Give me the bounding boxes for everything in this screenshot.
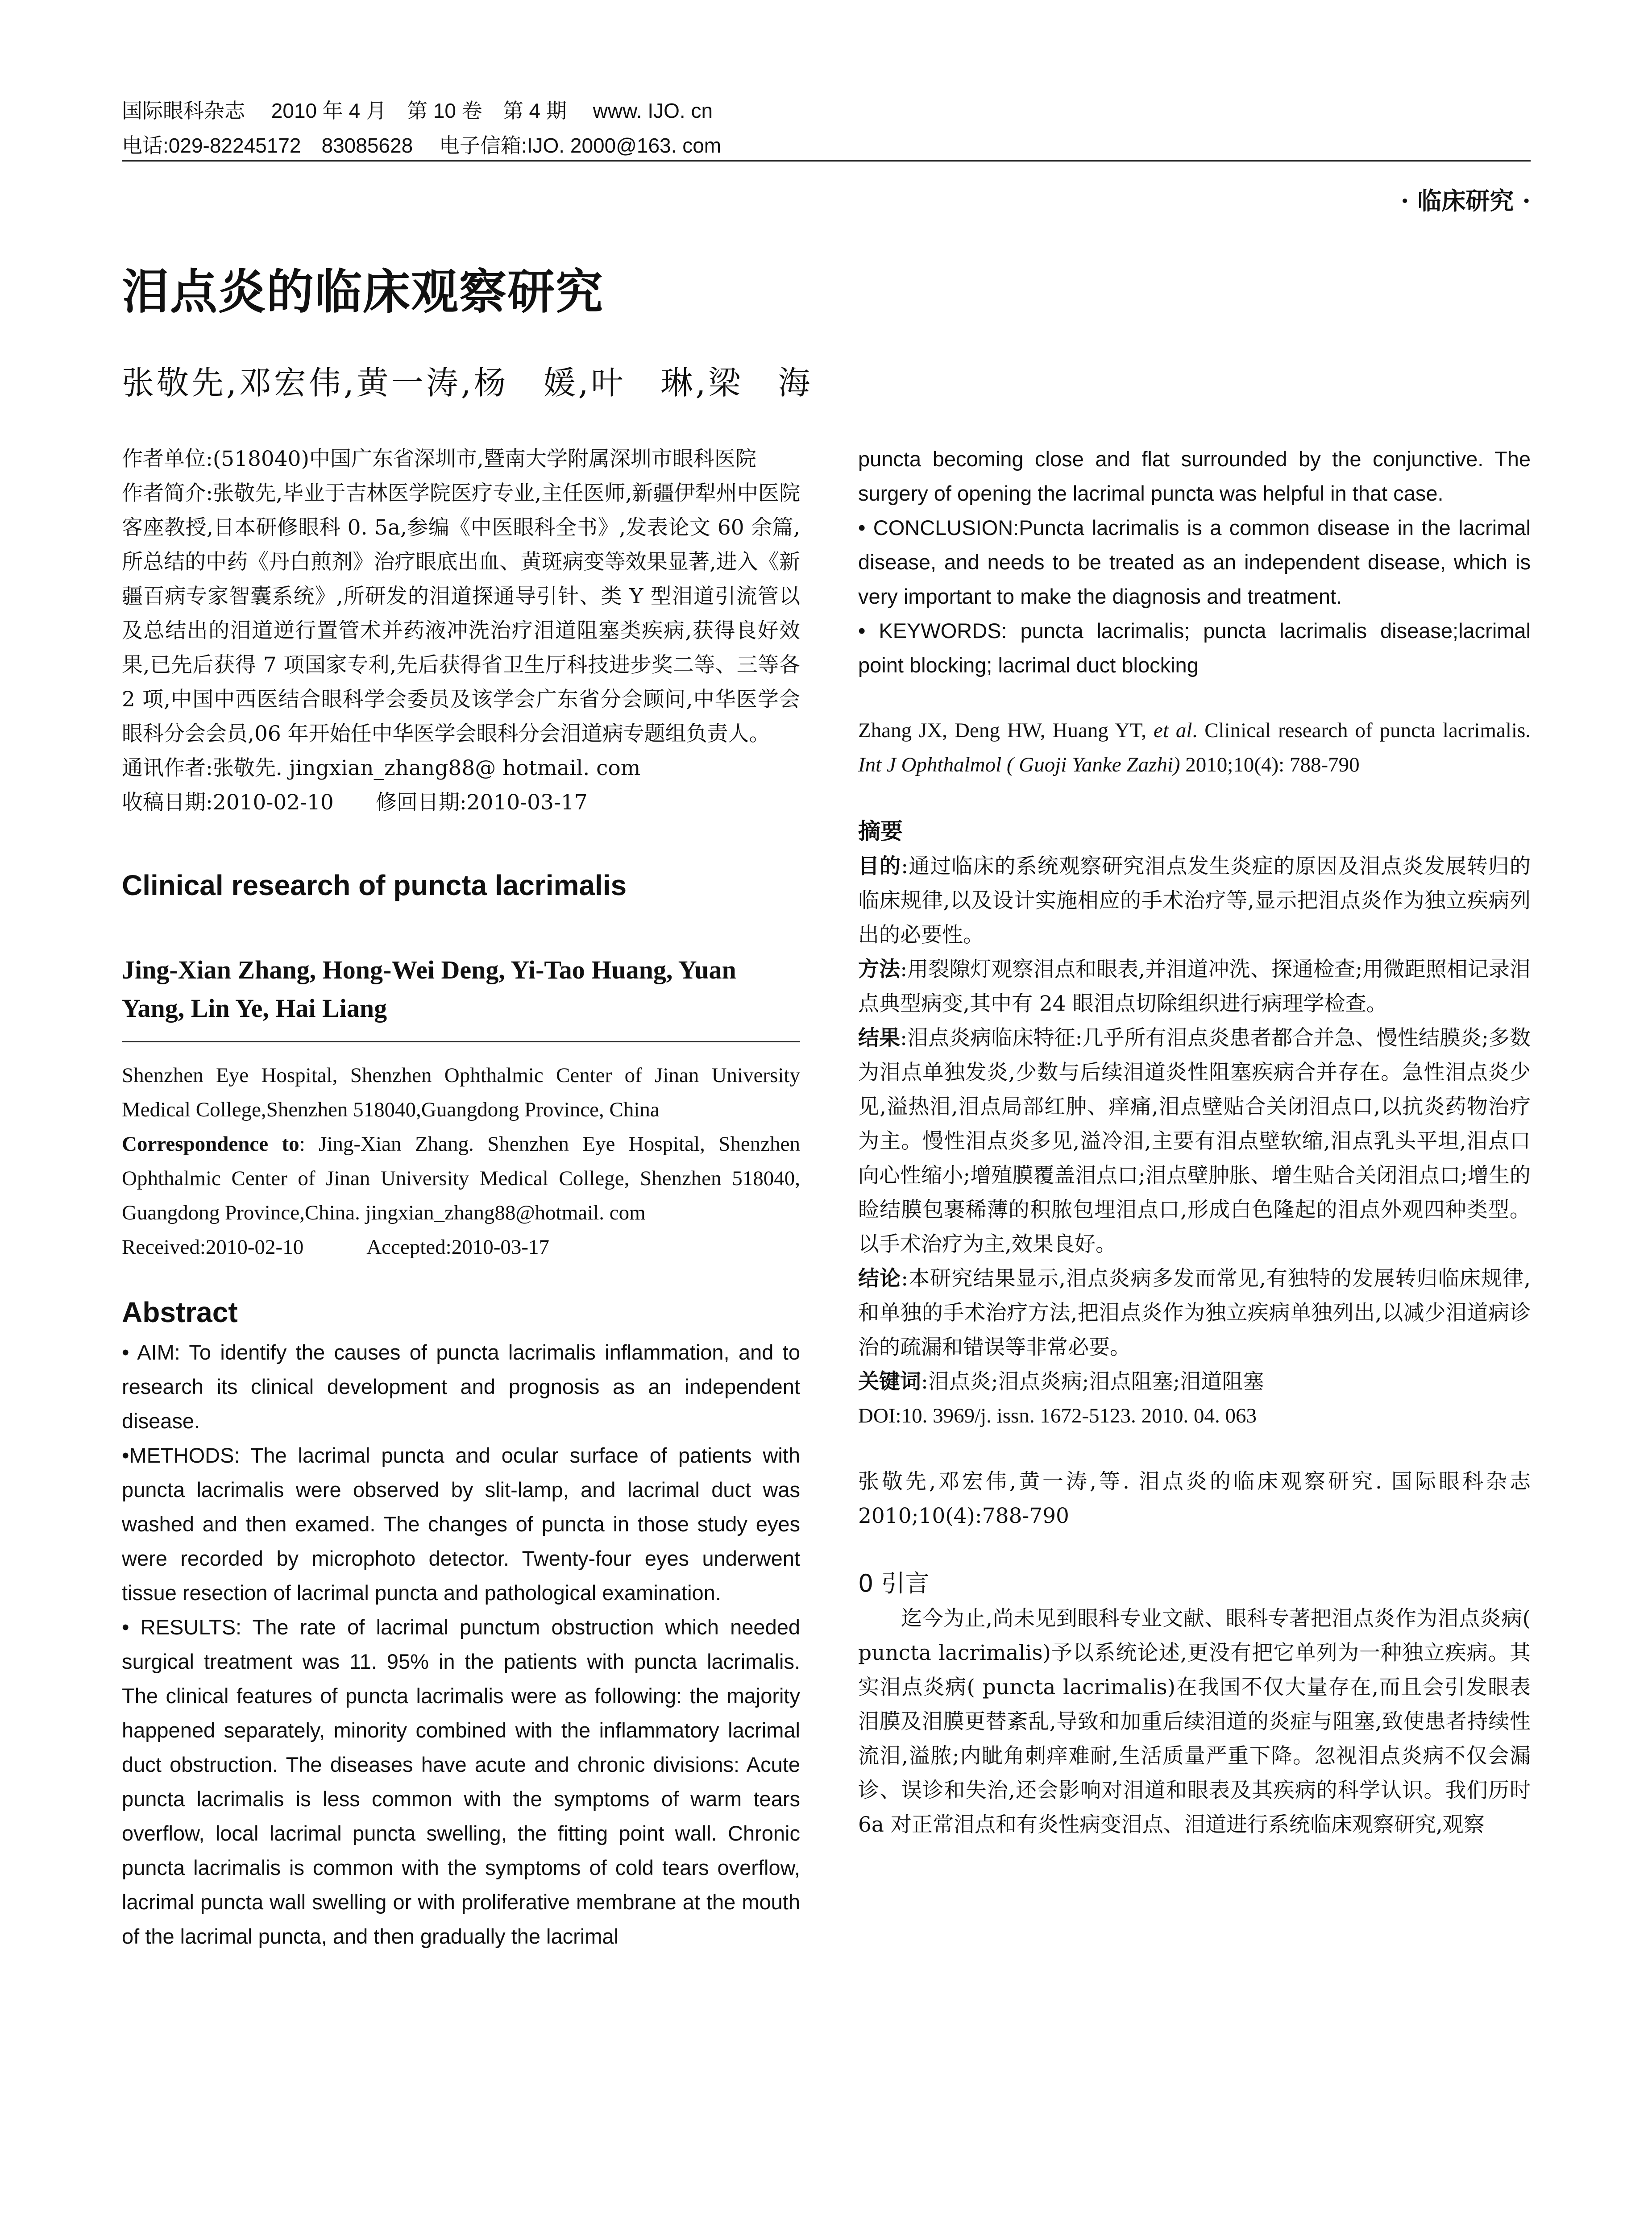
dates-cn: 收稿日期:2010-02-10 修回日期:2010-03-17 (122, 790, 588, 815)
right-column (858, 442, 1531, 1842)
citation-en-etal: et al (1154, 719, 1192, 742)
left-column (122, 442, 800, 1953)
abstract-heading: Abstract (122, 1296, 238, 1328)
section-label: · 临床研究 · (1400, 187, 1531, 215)
doi: DOI:10. 3969/j. issn. 1672-5123. 2010. 04. 063 (858, 1404, 1257, 1427)
correspondence-text: : Jing-Xian Zhang. Shenzhen Eye Hospital, Shenzhen Ophthalmic Center of Jinan University Medical College, Shenzhen 518040, Guangdong Province,China. jingxian_zhang88@hotmail. com (122, 1132, 800, 1224)
authors-rule (122, 1041, 800, 1042)
affiliation-cn: 作者单位:(518040)中国广东省深圳市,暨南大学附属深圳市眼科医院 (122, 447, 756, 471)
keywords-cn (858, 1364, 1531, 1399)
citation-en-title: . Clinical research of puncta lacrimalis. (1192, 719, 1531, 742)
abstract-cn-results (858, 1021, 1531, 1261)
results-cn-label: 结果 (858, 1026, 901, 1050)
abstract-cn-aim (858, 849, 1531, 952)
keywords-cn-label: 关键词 (858, 1369, 921, 1394)
conclusion-cn-text: :本研究结果显示,泪点炎病多发而常见,有独特的发展转归临床规律,和单独的手术治疗方法,把泪点炎作为独立疾病单独列出,以减少泪道病诊治的疏漏和错误等非常必要。 (858, 1266, 1531, 1360)
abstract-keywords: • KEYWORDS: puncta lacrimalis; puncta lacrimalis disease;lacrimal point blocking; lacrimal duct blocking (858, 619, 1531, 677)
author-bio-cn: 作者简介:张敬先,毕业于吉林医学院医疗专业,主任医师,新疆伊犁州中医院客座教授,日本研修眼科 0. 5a,参编《中医眼科全书》,发表论文 60 余篇,所总结的中药《丹白煎剂》治疗眼底出血、黄斑病变等效果显著,进入《新疆百病专家智囊系统》,所研发的泪道探通导引针、类 Y 型泪道引流管以及总结出的泪道逆行置管术并药液冲洗治疗泪道阻塞类疾病,获得良好效果,已先后获得 7 项国家专利,先后获得省卫生厅科技进步奖二等、三等各 2 项,中国中西医结合眼科学会委员及该学会广东省分会顾问,中华医学会眼科分会会员,06 年开始任中华医学会眼科分会泪道病专题组负责人。 (122, 481, 800, 746)
citation-en-authors: Zhang JX, Deng HW, Huang YT, (858, 719, 1154, 742)
dates-en: Received:2010-02-10 Accepted:2010-03-17 (122, 1236, 550, 1259)
correspondence-label: Correspondence to (122, 1132, 299, 1156)
keywords-cn-text: :泪点炎;泪点炎病;泪点阻塞;泪道阻塞 (921, 1369, 1264, 1394)
abstract-methods: •METHODS: The lacrimal puncta and ocular surface of patients with puncta lacrimalis were observed by slit-lamp, and lacrimal duct was washed and then examed. The changes of puncta in those study eyes were recorded by microphoto detector. Twenty-four eyes underwent tissue resection of lacrimal puncta and pathological examination. (122, 1443, 800, 1605)
corresponding-author-cn: 通讯作者:张敬先. jingxian_zhang88@ hotmail. com (122, 756, 641, 780)
journal-header-line2: 电话:029-82245172 83085628 电子信箱:IJO. 2000@163. com (122, 134, 722, 157)
authors-cn: 张敬先,邓宏伟,黄一涛,杨 媛,叶 琳,梁 海 (122, 364, 813, 402)
abstract-results-continued: puncta becoming close and flat surrounded by the conjunctive. The surgery of opening the lacrimal puncta was helpful in that case. (858, 447, 1531, 505)
methods-cn-label: 方法 (858, 957, 901, 982)
article-title-cn: 泪点炎的临床观察研究 (122, 265, 604, 319)
abstract-aim: • AIM: To identify the causes of puncta lacrimalis inflammation, and to research its clinical development and prognosis as an independent disease. (122, 1340, 800, 1433)
conclusion-cn-label: 结论 (858, 1266, 901, 1291)
citation-en-volume: 2010;10(4): 788-790 (1180, 753, 1360, 776)
journal-header-line1: 国际眼科杂志 2010 年 4 月 第 10 卷 第 4 期 www. IJO. cn (122, 99, 713, 122)
abstract-cn-heading: 摘要 (858, 818, 903, 844)
introduction-heading: 0 引言 (858, 1569, 930, 1597)
abstract-cn-methods (858, 952, 1531, 1021)
abstract-cn-conclusion (858, 1261, 1531, 1364)
affiliation-en: Shenzhen Eye Hospital, Shenzhen Ophthalmic Center of Jinan University Medical College,Shenzhen 518040,Guangdong Province, China (122, 1064, 800, 1121)
methods-cn-text: :用裂隙灯观察泪点和眼表,并泪道冲洗、探通检查;用微距照相记录泪点典型病变,其中有 24 眼泪点切除组织进行病理学检查。 (858, 957, 1531, 1016)
introduction-text: 迄今为止,尚未见到眼科专业文献、眼科专著把泪点炎作为泪点炎病( puncta lacrimalis)予以系统论述,更没有把它单列为一种独立疾病。其实泪点炎病( puncta lacrimalis)在我国不仅大量存在,而且会引发眼表泪膜及泪膜更替紊乱,导致和加重后续泪道的炎症与阻塞,致使患者持续性流泪,溢脓;内眦角刺痒难耐,生活质量严重下降。忽视泪点炎病不仅会漏诊、误诊和失治,还会影响对泪道和眼表及其疾病的科学认识。我们历时 6a 对正常泪点和有炎性病变泪点、泪道进行系统临床观察研究,观察 (858, 1606, 1531, 1837)
article-title-en: Clinical research of puncta lacrimalis (122, 869, 627, 901)
aim-cn-label: 目的 (858, 854, 901, 879)
correspondence-en (122, 1127, 800, 1230)
citation-cn: 张敬先,邓宏伟,黄一涛,等. 泪点炎的临床观察研究. 国际眼科杂志 2010;10(4):788-790 (858, 1469, 1531, 1528)
abstract-results: • RESULTS: The rate of lacrimal punctum obstruction which needed surgical treatment was 11. 95% in the patients with puncta lacrimalis. The clinical features of puncta lacrimalis were as following: the majority happened separately, minority combined with the inflammatory lacrimal duct obstruction. The diseases have acute and chronic divisions: Acute puncta lacrimalis is less common with the symptoms of warm tears overflow, local lacrimal puncta swelling, the fitting point wall. Chronic puncta lacrimalis is common with the symptoms of cold tears overflow, lacrimal puncta wall swelling or with proliferative membrane at the mouth of the lacrimal puncta, and then gradually the lacrimal (122, 1615, 800, 1948)
aim-cn-text: :通过临床的系统观察研究泪点发生炎症的原因及泪点炎发展转归的临床规律,以及设计实施相应的手术治疗等,显示把泪点炎作为独立疾病列出的必要性。 (858, 854, 1531, 947)
abstract-conclusion: • CONCLUSION:Puncta lacrimalis is a common disease in the lacrimal disease, and needs to be treated as an independent disease, which is very important to make the diagnosis and treatment. (858, 516, 1531, 608)
authors-en: Jing-Xian Zhang, Hong-Wei Deng, Yi-Tao Huang, Yuan Yang, Lin Ye, Hai Liang (122, 955, 736, 1023)
citation-en (858, 713, 1531, 782)
results-cn-text: :泪点炎病临床特征:几乎所有泪点炎患者都合并急、慢性结膜炎;多数为泪点单独发炎,少数与后续泪道炎性阻塞疾病合并存在。急性泪点炎少见,溢热泪,泪点局部红肿、痒痛,泪点壁贴合关闭泪点口,以抗炎药物治疗为主。慢性泪点炎多见,溢冷泪,主要有泪点壁软缩,泪点乳头平坦,泪点口向心性缩小;增殖膜覆盖泪点口;泪点壁肿胀、增生贴合关闭泪点口;增生的睑结膜包裹稀薄的积脓包埋泪点口,形成白色隆起的泪点外观四种类型。以手术治疗为主,效果良好。 (858, 1026, 1531, 1256)
citation-en-journal: Int J Ophthalmol ( Guoji Yanke Zazhi) (858, 753, 1180, 776)
header-rule (122, 160, 1531, 162)
